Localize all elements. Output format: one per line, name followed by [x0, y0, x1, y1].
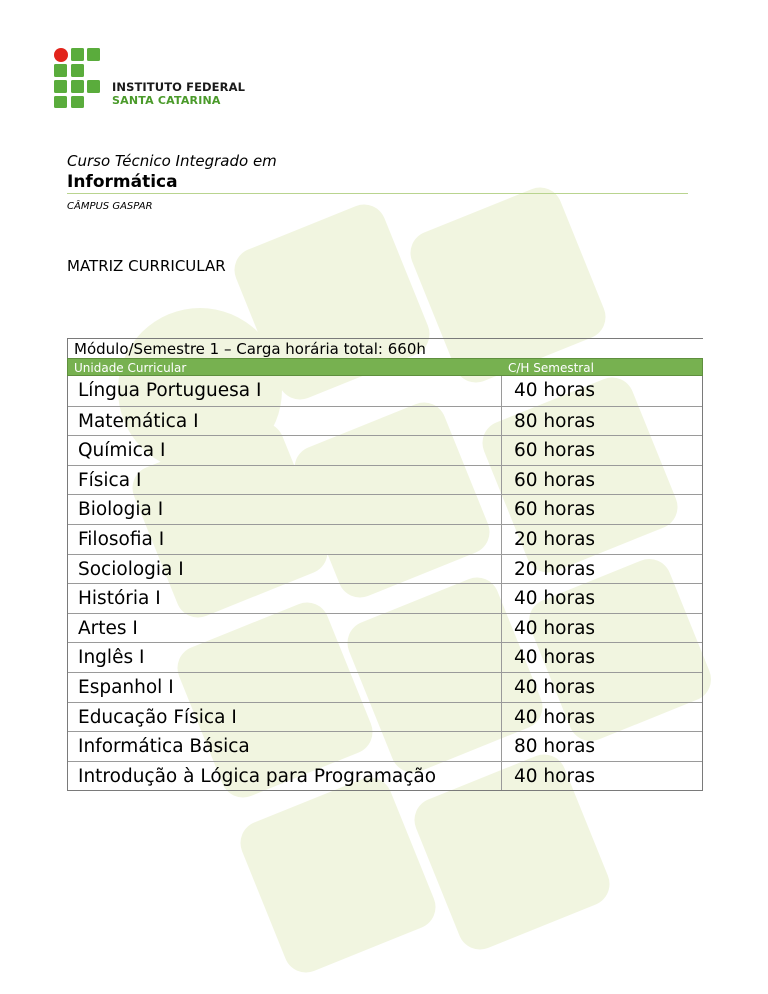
- table-row: [68, 613, 702, 643]
- unit-cell: Informática Básica: [68, 732, 502, 761]
- hours-cell: 60 horas: [514, 499, 596, 521]
- unit-cell: Introdução à Lógica para Programação: [68, 762, 502, 791]
- title-divider: [67, 193, 688, 194]
- table-row: [68, 731, 702, 761]
- institution-line1: INSTITUTO FEDERAL: [112, 80, 246, 94]
- unit-cell: Inglês I: [68, 643, 502, 672]
- hours-cell: 40 horas: [514, 676, 596, 698]
- hours-cell: 20 horas: [514, 528, 596, 550]
- unit-cell: Biologia I: [68, 495, 502, 524]
- hours-cell: 60 horas: [514, 469, 596, 491]
- hours-cell: 40 horas: [514, 380, 596, 401]
- curriculum-table: [67, 338, 703, 791]
- unit-cell: Matemática I: [68, 407, 502, 436]
- table-row: [68, 761, 702, 791]
- logo-red-dot: [54, 48, 68, 62]
- table-row: [68, 702, 702, 732]
- logo-square: [54, 96, 67, 108]
- unit-cell: Sociologia I: [68, 555, 502, 584]
- table-row: [68, 376, 702, 406]
- logo-square: [87, 48, 100, 61]
- table-row: [68, 494, 702, 524]
- unit-cell: Artes I: [68, 614, 502, 643]
- course-intro: Curso Técnico Integrado em: [67, 152, 277, 170]
- logo-square: [71, 64, 84, 77]
- table-header: [67, 358, 703, 376]
- hours-cell: 60 horas: [514, 440, 596, 462]
- section-title: MATRIZ CURRICULAR: [67, 257, 226, 275]
- logo-square: [54, 64, 67, 77]
- column-header-unit: Unidade Curricular: [74, 361, 187, 375]
- hours-cell: 40 horas: [514, 765, 596, 787]
- hours-cell: 20 horas: [514, 558, 596, 580]
- course-name: Informática: [67, 172, 178, 192]
- column-header-hours: C/H Semestral: [508, 361, 594, 375]
- unit-cell: História I: [68, 584, 502, 613]
- unit-cell: Física I: [68, 466, 502, 495]
- table-row: [68, 406, 702, 436]
- table-row: [68, 554, 702, 584]
- hours-cell: 40 horas: [514, 617, 596, 639]
- table-row: [68, 524, 702, 554]
- campus-label: CÂMPUS GASPAR: [67, 201, 153, 212]
- hours-cell: 40 horas: [514, 588, 596, 610]
- logo-square: [71, 48, 84, 61]
- table-row: [68, 583, 702, 613]
- module-title: Módulo/Semestre 1 – Carga horária total: 660h: [67, 338, 703, 358]
- table-row: [68, 435, 702, 465]
- unit-cell: Língua Portuguesa I: [68, 376, 502, 406]
- logo-square: [71, 80, 84, 93]
- hours-cell: 80 horas: [514, 736, 596, 758]
- table-row: [68, 642, 702, 672]
- table-row: [68, 672, 702, 702]
- hours-cell: 40 horas: [514, 706, 596, 728]
- unit-cell: Filosofia I: [68, 525, 502, 554]
- unit-cell: Química I: [68, 436, 502, 465]
- logo-square: [54, 80, 67, 93]
- logo-square: [87, 80, 100, 93]
- table-body: [67, 376, 703, 791]
- institution-name: [112, 80, 245, 108]
- unit-cell: Educação Física I: [68, 703, 502, 732]
- logo-square: [71, 96, 84, 108]
- unit-cell: Espanhol I: [68, 673, 502, 702]
- hours-cell: 80 horas: [514, 410, 596, 432]
- table-row: [68, 465, 702, 495]
- hours-cell: 40 horas: [514, 647, 596, 669]
- institution-line2: SANTA CATARINA: [112, 94, 221, 107]
